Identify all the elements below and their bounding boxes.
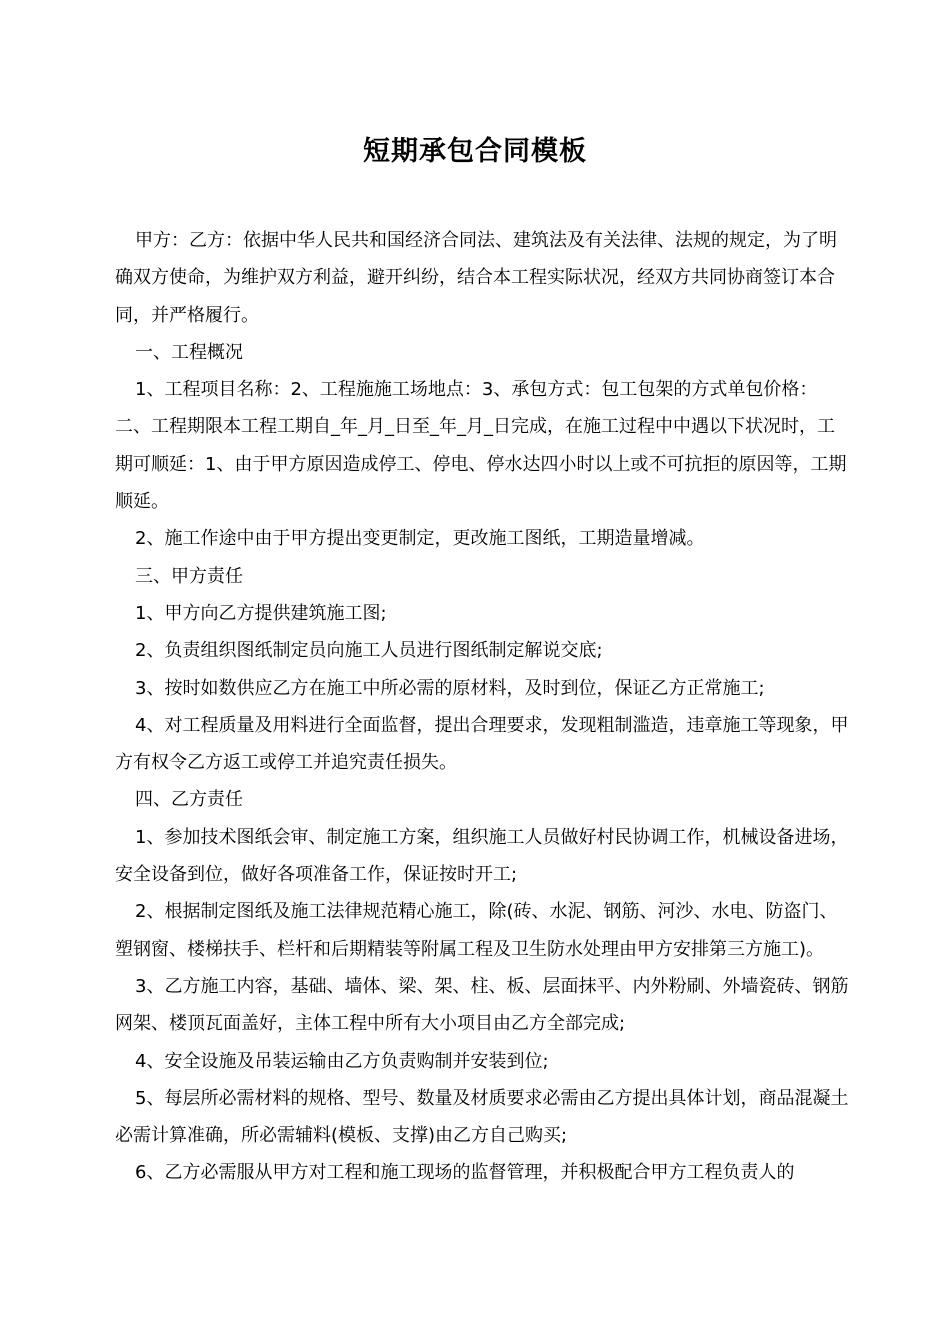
- paragraph-party-b-item-3: 3、乙方施工内容，基础、墙体、梁、架、柱、板、层面抹平、内外粉刷、外墙瓷砖、钢筋网架、楼顶瓦面盖好，主体工程中所有大小项目由乙方全部完成;: [115, 975, 849, 1035]
- paragraph-party-b-item-5: 5、每层所必需材料的规格、型号、数量及材质要求必需由乙方提出具体计划，商品混凝土必需计算准确，所必需辅料(模板、支撑)由乙方自己购买;: [115, 1087, 849, 1147]
- paragraph-party-a-item-2: 2、负责组织图纸制定员向施工人员进行图纸制定解说交底;: [135, 640, 603, 662]
- paragraph-intro: 甲方：乙方：依据中华人民共和国经济合同法、建筑法及有关法律、法规的规定，为了明确双方使命，为维护双方利益，避开纠纷，结合本工程实际状况，经双方共同协商签订本合同，并严格履行。: [115, 230, 837, 326]
- document-body: [115, 222, 850, 1192]
- heading-project-overview: 一、工程概况: [135, 341, 243, 363]
- paragraph-party-b-item-2: 2、根据制定图纸及施工法律规范精心施工，除(砖、水泥、钢筋、河沙、水电、防盗门、塑钢窗、楼梯扶手、栏杆和后期精装等附属工程及卫生防水处理由甲方安排第三方施工)。: [115, 901, 838, 960]
- paragraph-design-change: 2、施工作途中由于甲方提出变更制定，更改施工图纸，工期造量增减。: [135, 528, 705, 550]
- paragraph-party-b-item-6: 6、乙方必需服从甲方对工程和施工现场的监督管理，并积极配合甲方工程负责人的: [135, 1162, 795, 1184]
- paragraph-party-a-item-4: 4、对工程质量及用料进行全面监督，提出合理要求，发现粗制滥造，违章施工等现象，甲方有权令乙方返工或停工并追究责任损失。: [115, 714, 849, 774]
- paragraph-party-a-item-3: 3、按时如数供应乙方在施工中所必需的原材料，及时到位，保证乙方正常施工;: [135, 677, 765, 699]
- heading-party-a-duties: 三、甲方责任: [135, 565, 243, 587]
- paragraph-party-a-item-1: 1、甲方向乙方提供建筑施工图;: [135, 602, 387, 624]
- heading-party-b-duties: 四、乙方责任: [135, 789, 243, 811]
- document-title: 短期承包合同模板: [363, 136, 587, 167]
- paragraph-project-details: 1、工程项目名称：2、工程施施工场地点：3、承包方式：包工包架的方式单包价格：二、工程期限本工程工期自_年_月_日至_年_月_日完成，在施工过程中中遇以下状况时，工期可顺延：1、由于甲方原因造成停工、停电、停水达四小时以上或不可抗拒的原因等，工期顺延。: [115, 379, 847, 513]
- paragraph-party-b-item-1: 1、参加技术图纸会审、制定施工方案，组织施工人员做好村民协调工作，机械设备进场，安全设备到位，做好各项准备工作，保证按时开工;: [115, 826, 849, 886]
- paragraph-party-b-item-4: 4、安全设施及吊装运输由乙方负责购制并安装到位;: [135, 1050, 549, 1072]
